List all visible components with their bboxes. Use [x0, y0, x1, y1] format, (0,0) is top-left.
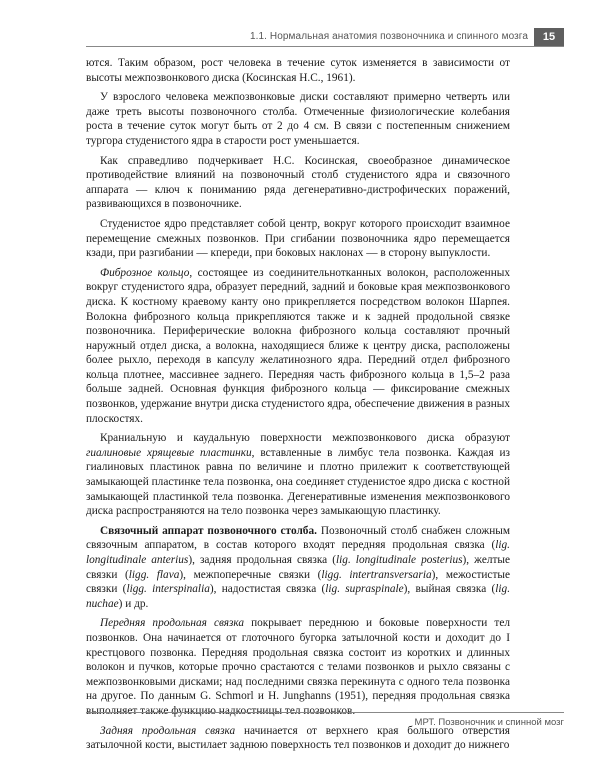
paragraph-text: ), межостистые связки (	[86, 568, 510, 596]
paragraph-text: ), межпоперечные связки (	[179, 568, 322, 581]
term-italic: Фиброзное кольцо	[100, 266, 190, 279]
latin-term: lig. supraspinale	[325, 583, 404, 596]
paragraph-text: Краниальную и каудальную поверхности межпозвонкового диска образуют	[100, 432, 510, 445]
running-header: 1.1. Нормальная анатомия позвоночника и спинного мозга	[249, 31, 528, 42]
latin-term: ligg. intertransversaria	[321, 568, 432, 581]
main-text	[86, 56, 510, 758]
latin-term: lig. longitudinale posterius	[336, 554, 463, 566]
paragraph-text: начинается от верхнего края большого отверстия затылочной кости, выстилает заднюю поверхность тел позвонков и доходит до нижнего	[86, 724, 510, 752]
paragraph: Как справедливо подчеркивает Н.С. Косинская, своеобразное динамическое противодействие влияний на позвоночный столб студенистого ядра и связочного аппарата — ключ к пониманию ряда дегенеративно-дистрофических поражений, развивающихся в позвоночнике.	[86, 154, 510, 211]
paragraph-text: , вставленные в лимбус тела позвонка. Каждая из гиалиновых пластинок равна по величине и плотно прилежит к соответствующей замыкающей пластинке тела позвонка, она соединяет студенистое ядро диска с костной замыкающей пластинкой тела позвонка. Дегенеративные изменения межпозвонкового диска распространяются на тело позвонка через замыкающую пластинку.	[86, 446, 510, 518]
paragraph: ются. Таким образом, рост человека в течение суток изменяется в зависимости от высоты межпозвонкового диска (Косинская Н.С., 1961).	[86, 57, 510, 84]
paragraph: Студенистое ядро представляет собой центр, вокруг которого происходит взаимное перемещение смежных позвонков. При сгибании позвоночника ядро перемещается кзади, при разгибании — кпереди, при боковых наклонах — в сторону выпуклости.	[86, 217, 510, 260]
latin-term: lig. longitudinale anterius	[86, 539, 510, 566]
paragraph-text: Позвоночный столб снабжен сложным связочным аппаратом, в состав которого входят передняя продольная связка (	[86, 524, 510, 552]
paragraph-text: покрывает переднюю и боковые поверхности тел позвонков. Она начинается от глоточного бугорка затылочной кости и доходит до I крестцового позвонка. Передняя продольная связка состоит из коротких и длинных волокон и пучков, которые прочно срастаются с телами позвонков и рыхло связаны с межпозвонковыми дисками; над последними связка перекинута с одного тела позвонка на другое. По данным G. Schmorl и H. Junghanns (1951), передняя продольная связка выполняет также функцию надкостницы тел позвонков.	[86, 617, 510, 717]
latin-term: ligg. flava	[128, 568, 180, 581]
page-header	[0, 0, 600, 50]
page-number-badge: 15	[534, 28, 564, 46]
latin-term: lig. nuchae	[86, 583, 511, 610]
latin-term: ligg. interspinalia	[126, 583, 210, 596]
paragraph-text: ), выйная связка (	[403, 583, 496, 596]
paragraph	[86, 616, 510, 718]
paragraph-text: , состоящее из соединительнотканных волокон, расположенных вокруг студенистого ядра, образует передний, задний и боковые края межпозвонкового диска. К костному краевому канту оно прикрепляется посредством волокон Шарпея. Волокна фиброзного кольца прикрепляются также и к задней продольной связке позвоночника. Периферические волокна фиброзного кольца составляют прочный наружный отдел диска, а волокна, находящиеся ближе к центру диска, расположены более рыхло, переходя в капсулу желатинозного ядра. Передний отдел фиброзного кольца плотнее, массивнее заднего. Передняя часть фиброзного кольца в 1,5–2 раза больше задней. Основная функция фиброзного кольца — фиксирование смежных позвонков, удержание внутри диска студенистого ядра, обеспечение движения в разных плоскостях.	[86, 266, 510, 425]
header-divider	[86, 46, 564, 47]
term-italic: Задняя продольная связка	[100, 724, 236, 737]
paragraph	[86, 431, 510, 519]
term-italic: Передняя продольная связка	[100, 617, 245, 630]
paragraph-text: ), задняя продольная связка (	[188, 554, 337, 566]
running-footer: МРТ. Позвоночник и спинной мозг	[414, 717, 564, 728]
paragraph	[86, 524, 510, 612]
section-heading-inline: Связочный аппарат позвоночного столба.	[100, 524, 317, 537]
paragraph: У взрослого человека межпозвонковые диски составляют примерно четверть или даже треть высоты позвоночного столба. Отмеченные физиологические колебания роста в течение суток могут быть от 2 до 4 см. В связи с постепенным снижением тургора студенистого ядра в старости рост уменьшается.	[86, 91, 510, 147]
paragraph-text: ) и др.	[118, 597, 149, 610]
paragraph-text: ), желтые связки (	[86, 554, 511, 581]
paragraph	[86, 266, 510, 427]
page-footer	[0, 712, 600, 750]
paragraph-text: ), надостистая связка (	[209, 583, 326, 596]
term-italic: гиалиновые хрящевые пластинки	[86, 446, 252, 459]
footer-divider	[86, 712, 564, 713]
